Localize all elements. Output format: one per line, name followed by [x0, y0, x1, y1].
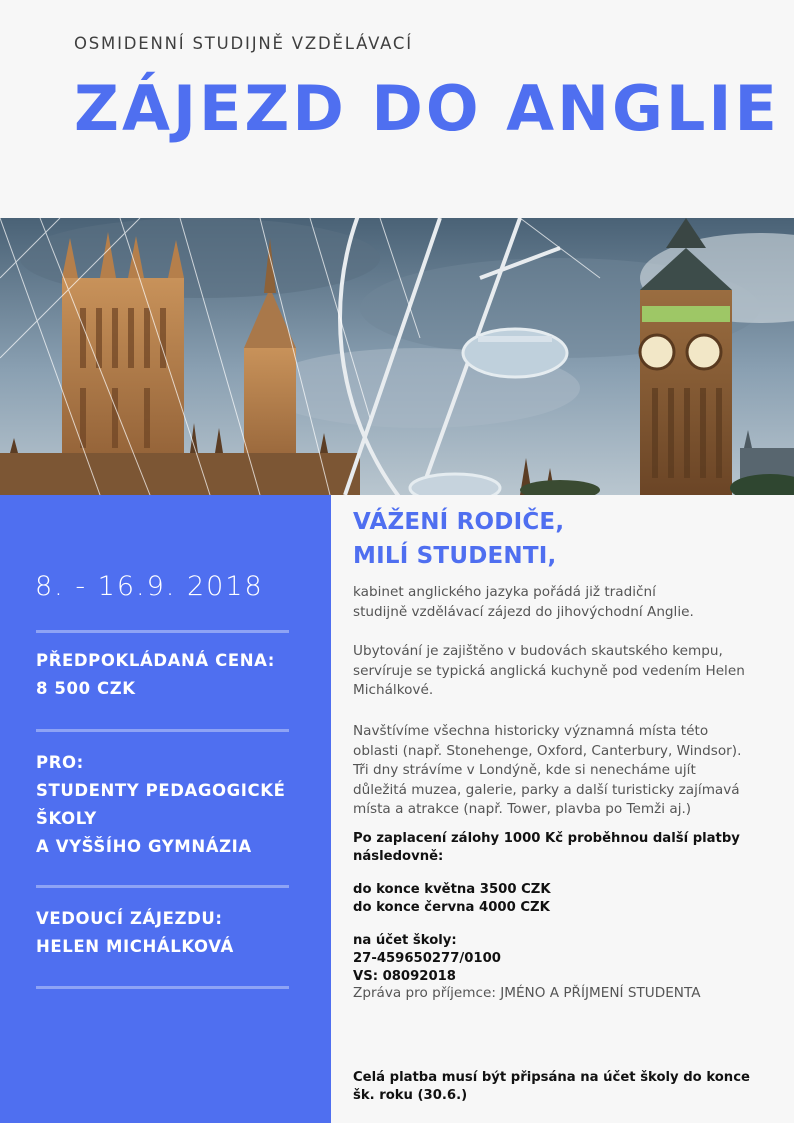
final-note	[353, 1069, 750, 1105]
text-line: oblasti (např. Stonehenge, Oxford, Canterbury, Windsor).	[353, 742, 742, 759]
price-block	[36, 647, 316, 703]
divider	[36, 986, 289, 989]
leader-label: VEDOUCÍ ZÁJEZDU:	[36, 909, 223, 928]
audience-label: PRO:	[36, 753, 84, 772]
account-number: 27-459650277/0100	[353, 951, 501, 966]
text-line: Tři dny strávíme v Londýně, kde si nenecháme ujít	[353, 762, 696, 778]
account-details	[353, 932, 501, 986]
text-line: kabinet anglického jazyka pořádá již tradiční	[353, 584, 656, 600]
text-line: Celá platba musí být připsána na účet školy do konce	[353, 1070, 750, 1085]
header-kicker: OSMIDENNÍ STUDIJNĚ VZDĚLÁVACÍ	[74, 34, 413, 53]
paragraph-itinerary	[353, 722, 741, 820]
divider	[36, 729, 289, 732]
text-line: místa a atrakce (např. Tower, plavba po Temži aj.)	[353, 801, 692, 817]
text-line: důležitá muzea, galerie, parky a další turisticky zajímavá	[353, 781, 740, 798]
payment-schedule	[353, 881, 551, 917]
greeting-line: VÁŽENÍ RODIČE,	[353, 509, 565, 535]
audience-line: A VYŠŠÍHO GYMNÁZIA	[36, 837, 252, 856]
audience-line: STUDENTY PEDAGOGICKÉ	[36, 781, 286, 800]
paragraph-intro	[353, 583, 694, 622]
text-line: Michálkové.	[353, 682, 434, 698]
leader-block	[36, 905, 316, 961]
letter-header	[353, 505, 773, 573]
price-value: 8 500 CZK	[36, 679, 136, 698]
audience-block	[36, 749, 316, 861]
text-line: Po zaplacení zálohy 1000 Kč proběhnou další platby	[353, 831, 740, 846]
info-panel	[0, 495, 331, 1123]
trip-dates: 8. - 16.9. 2018	[35, 571, 264, 602]
text-line: Ubytování je zajištěno v budovách skautského kempu,	[353, 643, 723, 659]
paragraph-accommodation	[353, 642, 745, 701]
text-line: do konce května 3500 CZK	[353, 882, 551, 897]
text-line: studijně vzdělávací zájezd do jihovýchodní Anglie.	[353, 603, 694, 620]
text-line: Navštívíme všechna historicky významná místa této	[353, 723, 709, 739]
text-line: šk. roku (30.6.)	[353, 1088, 468, 1103]
variable-symbol: VS: 08092018	[353, 969, 456, 984]
leader-name: HELEN MICHÁLKOVÁ	[36, 937, 234, 956]
payment-message: Zpráva pro příjemce: JMÉNO A PŘÍJMENÍ STUDENTA	[353, 985, 701, 1001]
greeting-line: MILÍ STUDENTI,	[353, 543, 557, 569]
account-label: na účet školy:	[353, 933, 457, 948]
text-line: servíruje se typická anglická kuchyně pod vedením Helen	[353, 662, 745, 679]
text-line: do konce června 4000 CZK	[353, 900, 550, 915]
hero-photo	[0, 218, 794, 495]
text-line: následovně:	[353, 849, 444, 864]
price-label: PŘEDPOKLÁDANÁ CENA:	[36, 651, 276, 670]
audience-line: ŠKOLY	[36, 809, 97, 828]
divider	[36, 630, 289, 633]
divider	[36, 885, 289, 888]
page-title: ZÁJEZD DO ANGLIE	[74, 72, 780, 145]
payment-intro	[353, 830, 740, 866]
